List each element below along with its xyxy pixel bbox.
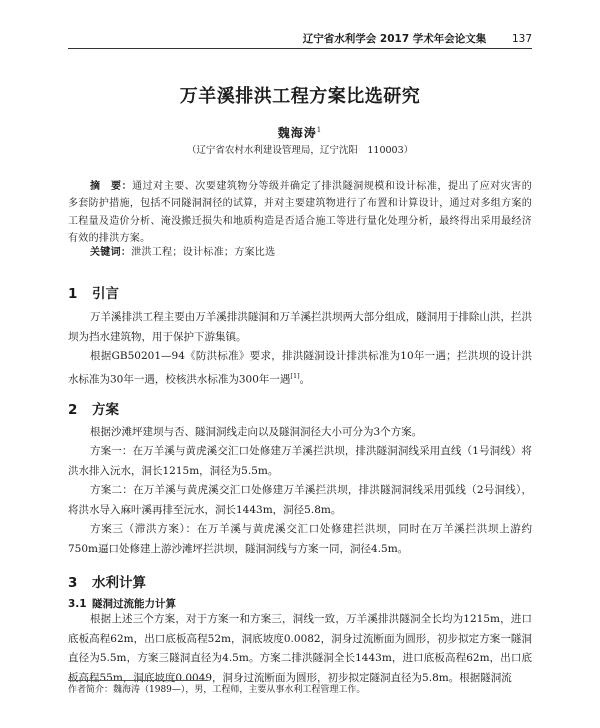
- header-journal: 辽宁省水利学会 2017 学术年会论文集: [302, 33, 487, 45]
- section2-paragraph-4: 方案三（滞洪方案）：在万羊溪与黄虎溪交汇口处修建拦洪坝，同时在万羊溪拦洪坝上游约750m逼口处修建上游沙滩坪拦洪坝，隧洞洞线与方案一同，洞径4.5m。: [68, 523, 532, 555]
- affiliation: （辽宁省农村水利建设管理局，辽宁沈阳 110003）: [186, 145, 414, 156]
- section3-paragraph-1: 根据上述三个方案，对于方案一和方案三，洞线一致，万羊溪排洪隧洞全长均为1215m，进口底板高程62m，出口底板高程52m，洞底坡度0.0082，洞身过流断面为圆形，初步拟定方案一隧洞直径为5.5m，方案三隧洞直径为4.5m。方案二排洪隧洞全长1443m，进口底板高程62m，出口底板高程55m，洞底坡度0.0049，洞身过流断面为圆形，初步拟定隧洞直径为5.8m。根据隧洞流: [68, 613, 532, 684]
- keywords-text: 泄洪工程；设计标准；方案比选: [131, 247, 276, 258]
- footnote-divider: [68, 680, 208, 681]
- section-heading-2: 2 方案: [68, 402, 119, 418]
- author-name: 魏海涛: [277, 126, 317, 140]
- section2-paragraph-1: 根据沙滩坪建坝与否、隧洞洞线走向以及隧洞洞径大小可分为3个方案。: [90, 426, 423, 438]
- section1-paragraph-1: 万羊溪排洪工程主要由万羊溪排洪隧洞和万羊溪拦洪坝两大部分组成，隧洞用于排除山洪，拦洪坝为挡水建筑物，用于保护下游集镇。: [68, 311, 532, 343]
- section2-paragraph-2: 方案一：在万羊溪与黄虎溪交汇口处修建万羊溪拦洪坝，排洪隧洞洞线采用直线（1号洞线）将洪水排入沅水，洞长1215m，洞径为5.5m。: [68, 445, 532, 477]
- section2-paragraph-3: 方案二：在万羊溪与黄虎溪交汇口处修建万羊溪拦洪坝，排洪隧洞洞线采用弧线（2号洞线），将洪水导入麻叶溪再排至沅水，洞长1443m，洞径5.8m。: [68, 484, 532, 516]
- abstract: [68, 178, 532, 248]
- subsection-heading-3-1: 3.1 隧洞过流能力计算: [68, 598, 176, 610]
- keywords: [68, 245, 532, 261]
- page-number: 137: [511, 33, 532, 45]
- section1-paragraph-2: 根据GB50201—94《防洪标准》要求，排洪隧洞设计排洪标准为10年一遇；拦洪坝的设计洪水标准为30年一遇，校核洪水标准为300年一遇[1]。: [68, 350, 532, 385]
- section-heading-1: 1 引言: [68, 286, 119, 302]
- keywords-label: 关键词：: [90, 247, 132, 258]
- author: [0, 124, 600, 141]
- paper-title: 万羊溪排洪工程方案比选研究: [179, 86, 421, 107]
- running-header: [68, 32, 532, 49]
- footnote: 作者简介：魏海涛（1989—），男，工程师，主要从事水利工程管理工作。: [68, 685, 366, 695]
- abstract-text: 通过对主要、次要建筑物分等级并确定了排洪隧洞规模和设计标准，提出了应对灾害的多套防护措施，包括不同隧洞洞径的试算，并对主要建筑物进行了布置和计算设计，通过对多组方案的工程量及造价分析、淹没搬迁损失和地质构造是否适合施工等进行量化处理分析，最终得出采用最经济有效的排洪方案。: [68, 181, 532, 245]
- author-marker: 1: [316, 126, 323, 134]
- citation-ref: [1]: [290, 371, 300, 380]
- section-heading-3: 3 水利计算: [68, 575, 146, 591]
- abstract-label: 摘 要：: [90, 181, 133, 192]
